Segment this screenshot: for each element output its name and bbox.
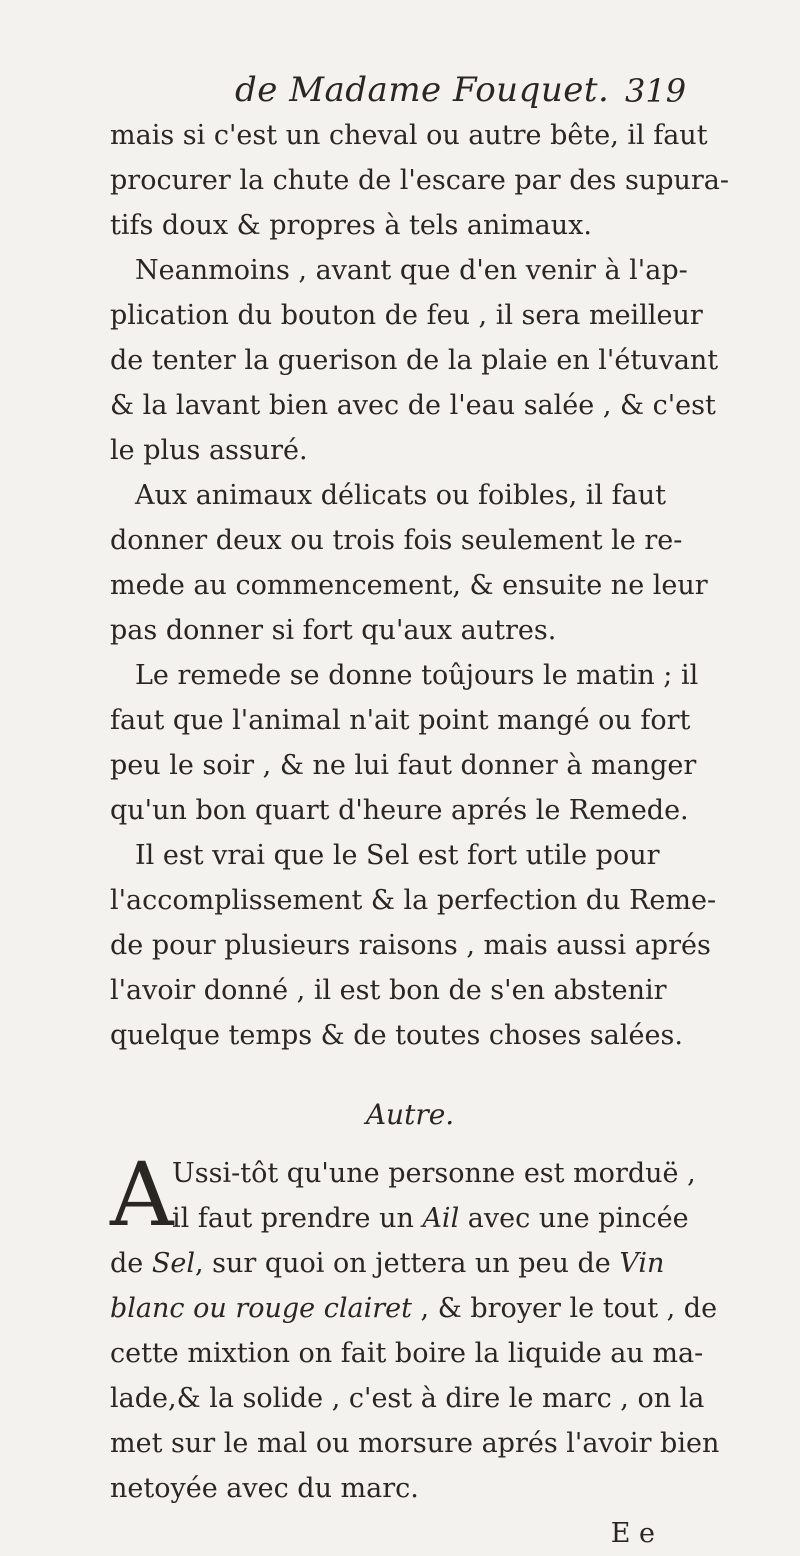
text-line: de pour plusieurs raisons , mais aussi aprés [110,930,711,961]
italic-term: Vin [619,1248,665,1279]
text-line: l'accomplissement & la perfection du Reme- [110,885,717,916]
text-segment: de [110,1248,152,1279]
text-line: peu le soir , & ne lui faut donner à manger [110,750,697,781]
catchword: E e [610,1518,655,1549]
text-line: Il est vrai que le Sel est fort utile pour [135,840,660,871]
text-line: & la lavant bien avec de l'eau salée , & c'est [110,390,716,421]
text-line: pas donner si fort qu'aux autres. [110,615,557,646]
text-line: plication du bouton de feu , il sera meilleur [110,300,703,331]
text-segment: avec une pincée [459,1203,689,1234]
body-text [110,113,770,1556]
text-line: donner deux ou trois fois seulement le re- [110,525,683,556]
text-line: mais si c'est un cheval ou autre bête, il faut [110,120,708,151]
page-number: 319 [625,72,687,110]
text-line: Aux animaux délicats ou foibles, il faut [135,480,666,511]
text-line [110,1241,770,1286]
text-line: procurer la chute de l'escare par des supura- [110,165,729,196]
italic-term: Sel [151,1248,195,1279]
text-line: faut que l'animal n'ait point mangé ou fort [110,705,691,736]
text-line: Le remede se donne toûjours le matin ; il [135,660,699,691]
drop-cap: A [110,1143,174,1246]
text-line [110,1196,770,1241]
text-line: quelque temps & de toutes choses salées. [110,1020,683,1051]
text-segment: il faut prendre un [172,1203,423,1234]
text-segment: , & broyer le tout , de [411,1293,718,1324]
text-line: le plus assuré. [110,435,308,466]
text-line: cette mixtion on fait boire la liquide au ma- [110,1338,704,1369]
text-line: netoyée avec du marc. [110,1473,419,1504]
running-title: de Madame Fouquet. [235,70,610,110]
text-segment: , sur quoi on jettera un peu de [194,1248,620,1279]
italic-term: blanc ou rouge clairet [110,1293,412,1324]
text-line: tifs doux & propres à tels animaux. [110,210,592,241]
text-line: de tenter la guerison de la plaie en l'étuvant [110,345,719,376]
italic-term: Ail [422,1203,460,1234]
text-line: lade,& la solide , c'est à dire le marc , on la [110,1383,705,1414]
text-line: l'avoir donné , il est bon de s'en abstenir [110,975,667,1006]
text-line [110,1286,770,1331]
text-line-content: Ussi-tôt qu'une personne est morduë , [172,1158,696,1189]
text-line: met sur le mal ou morsure aprés l'avoir bien [110,1428,720,1459]
text-line: mede au commencement, & ensuite ne leur [110,570,708,601]
section-heading: Autre. [365,1098,455,1131]
text-line: qu'un bon quart d'heure aprés le Remede. [110,795,689,826]
text-line: Neanmoins , avant que d'en venir à l'ap- [135,255,688,286]
